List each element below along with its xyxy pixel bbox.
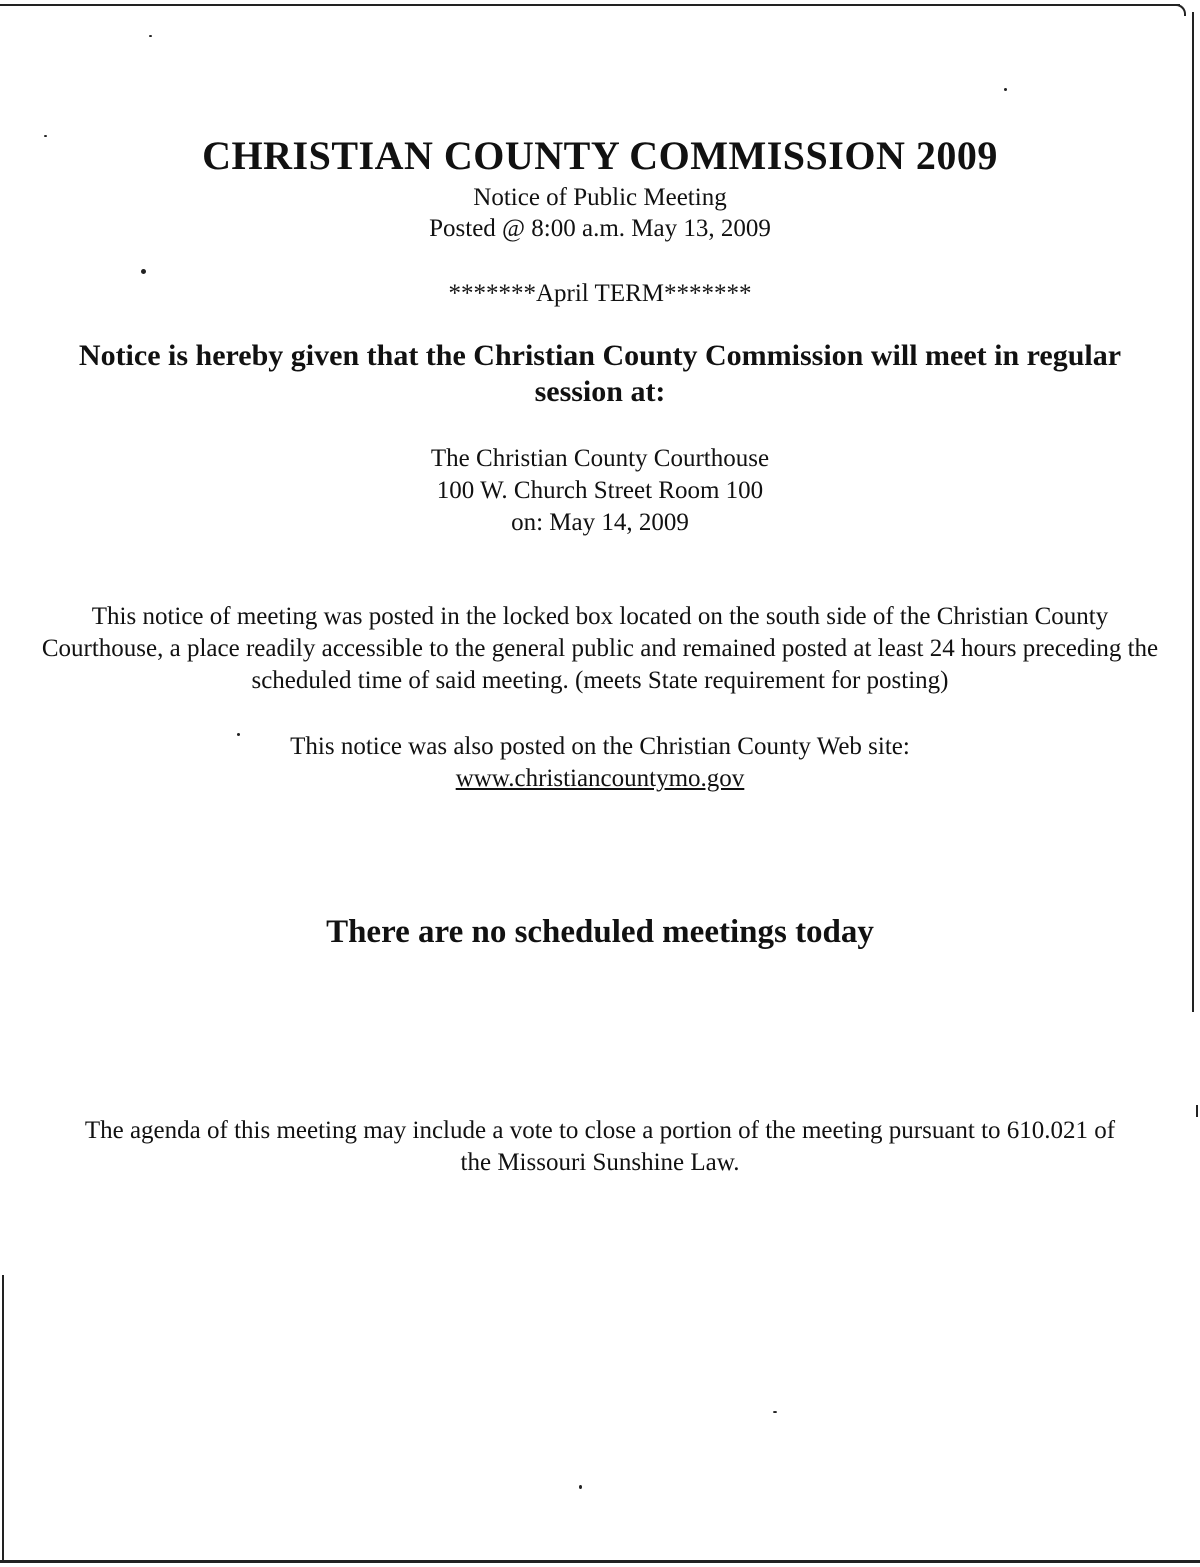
meeting-date: on: May 14, 2009 <box>511 509 689 536</box>
scan-border-corner <box>1172 4 1186 16</box>
term-label: *******April TERM******* <box>448 280 752 307</box>
notice-subtitle: Notice of Public Meeting <box>473 184 727 211</box>
scan-speck <box>773 1411 777 1413</box>
notice-heading: Notice is hereby given that the Christian County Commission will meet in regular session at: <box>78 339 1122 408</box>
scan-speck <box>149 35 152 37</box>
agenda-note: The agenda of this meeting may include a vote to close a portion of the meeting pursuant to 610.021 of the Missouri Sunshine Law. <box>84 1117 1116 1176</box>
web-posting-line: This notice was also posted on the Christian County Web site: <box>290 733 910 760</box>
posting-statement: This notice of meeting was posted in the locked box located on the south side of the Christian County Courthouse, a place readily accessible to the general public and remained posted at least 24 hours preceding the scheduled time of said meeting. (meets State requirement for posting) <box>41 603 1159 694</box>
scan-border-top <box>0 4 1180 6</box>
scan-border-bottom <box>0 1560 1200 1563</box>
scan-speck <box>141 269 146 274</box>
website-link[interactable]: www.christiancountymo.gov <box>455 765 745 792</box>
web-link-row <box>0 763 1200 795</box>
scan-speck <box>1196 1105 1198 1117</box>
page-title: CHRISTIAN COUNTY COMMISSION 2009 <box>202 133 998 178</box>
location-address: 100 W. Church Street Room 100 <box>436 477 764 504</box>
location-building: The Christian County Courthouse <box>430 445 770 472</box>
no-meetings-message: There are no scheduled meetings today <box>326 914 874 950</box>
scan-border-left <box>2 1275 4 1560</box>
scan-speck <box>1004 88 1007 91</box>
scan-speck <box>579 1485 582 1489</box>
posted-timestamp: Posted @ 8:00 a.m. May 13, 2009 <box>429 215 771 242</box>
